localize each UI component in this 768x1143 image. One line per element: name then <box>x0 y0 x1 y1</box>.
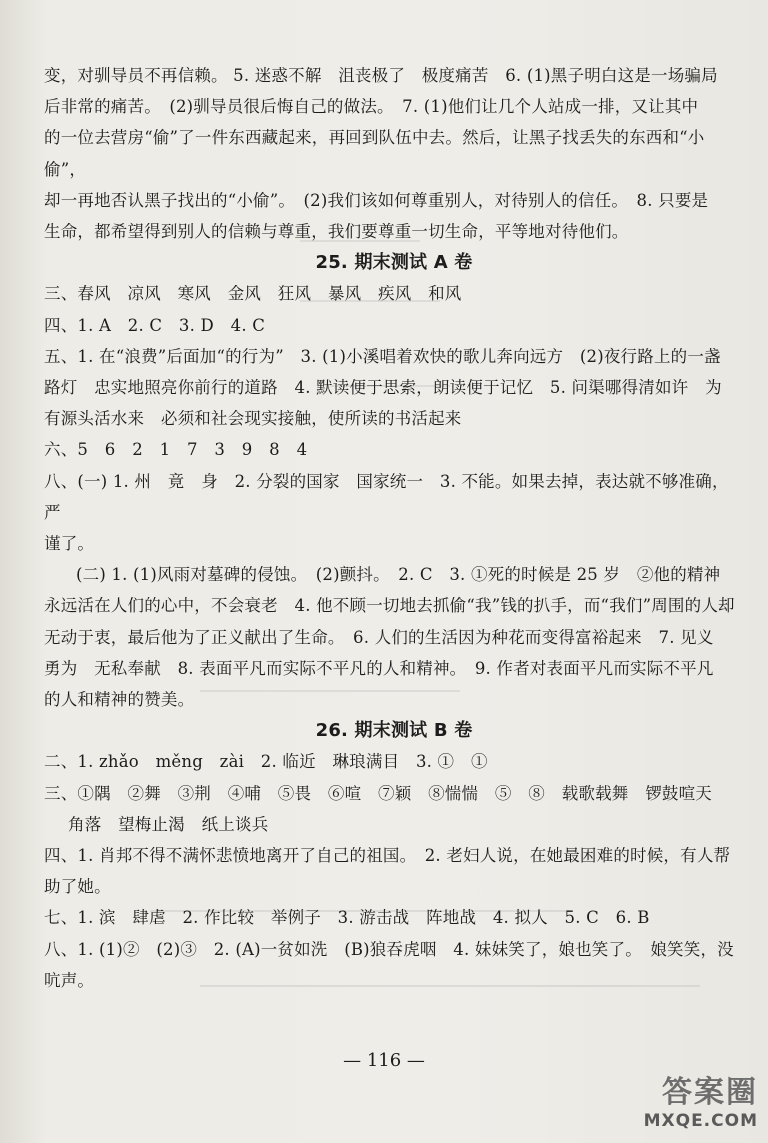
text-line: 三、①隅 ②舞 ③荆 ④哺 ⑤畏 ⑥喧 ⑦颖 ⑧惴惴 ⑤ ⑧ 载歌载舞 锣鼓喧天 <box>44 783 712 803</box>
section-a-title: 25. 期末测试 A 卷 <box>315 252 473 274</box>
text-line: (二) 1. (1)风雨对墓碑的侵蚀。 (2)颤抖。 2. C 3. ①死的时候是 25 岁 ②他的精神 <box>76 565 721 585</box>
watermark-title: 答案圈 <box>662 1075 758 1110</box>
text-line: 七、1. 滨 肆虐 2. 作比较 举例子 3. 游击战 阵地战 4. 拟人 5. C 6. B <box>44 908 650 928</box>
text-line: 勇为 无私奉献 8. 表面平凡而实际不平凡的人和精神。 9. 作者对表面平凡而实际不平凡 <box>44 658 714 678</box>
answer-text <box>44 60 744 996</box>
text-line: 三、春风 凉风 寒风 金风 狂风 暴风 疾风 和风 <box>44 284 462 304</box>
text-line: 生命，都希望得到别人的信赖与尊重，我们要尊重一切生命，平等地对待他们。 <box>44 222 629 242</box>
section-b-title: 26. 期末测试 B 卷 <box>315 720 473 742</box>
text-line: 永远活在人们的心中，不会衰老 4. 他不顾一切地去抓偷“我”钱的扒手，而“我们”周围的人却 <box>44 596 735 616</box>
text-line: 八、1. (1)② (2)③ 2. (A)一贫如洗 (B)狼吞虎咽 4. 妹妹笑了，娘也笑了。 娘笑笑，没 <box>44 939 734 959</box>
text-line: 八、(一) 1. 州 竟 身 2. 分裂的国家 国家统一 3. 不能。如果去掉，表达就不够准确，严 <box>44 471 729 522</box>
page-number: — 116 — <box>343 1050 425 1071</box>
text-line: 四、1. 肖邦不得不满怀悲愤地离开了自己的祖国。 2. 老妇人说，在她最困难的时候，有人帮 <box>44 846 731 866</box>
text-line: 的人和精神的赞美。 <box>44 690 195 710</box>
watermark-logo <box>626 1075 758 1137</box>
text-line: 六、5 6 2 1 7 3 9 8 4 <box>44 440 308 460</box>
text-line: 四、1. A 2. C 3. D 4. C <box>44 315 266 335</box>
text-line: 无动于衷，最后他为了正义献出了生命。 6. 人们的生活因为种花而变得富裕起来 7. 见义 <box>44 627 714 647</box>
text-line: 变，对驯导员不再信赖。 5. 迷惑不解 沮丧极了 极度痛苦 6. (1)黑子明白这是一场骗局 <box>44 66 718 85</box>
text-line: 二、1. zhǎo měng zài 2. 临近 琳琅满目 3. ① ① <box>44 752 488 772</box>
text-line: 五、1. 在“浪费”后面加“的行为” 3. (1)小溪唱着欢快的歌儿奔向远方 (2)夜行路上的一盏 <box>44 346 721 366</box>
text-line: 路灯 忠实地照亮你前行的道路 4. 默读便于思索，朗读便于记忆 5. 问渠哪得清如许 为 <box>44 378 722 398</box>
text-line: 后非常的痛苦。 (2)驯导员很后悔自己的做法。 7. (1)他们让几个人站成一排，又让其中 <box>44 97 699 117</box>
text-line: 却一再地否认黑子找出的“小偷”。 (2)我们该如何尊重别人，对待别人的信任。 8. 只要是 <box>44 190 709 210</box>
text-line: 谨了。 <box>44 534 95 554</box>
watermark-url: MXQE.COM <box>643 1111 758 1131</box>
text-line: 有源头活水来 必须和社会现实接触，使所读的书活起来 <box>44 409 462 429</box>
text-line: 助了她。 <box>44 877 111 897</box>
text-line: 的一位去营房“偷”了一件东西藏起来，再回到队伍中去。然后，让黑子找丢失的东西和“小偷”， <box>44 128 705 179</box>
text-line: 吭声。 <box>44 970 95 990</box>
text-line: 角落 望梅止渴 纸上谈兵 <box>68 814 269 834</box>
